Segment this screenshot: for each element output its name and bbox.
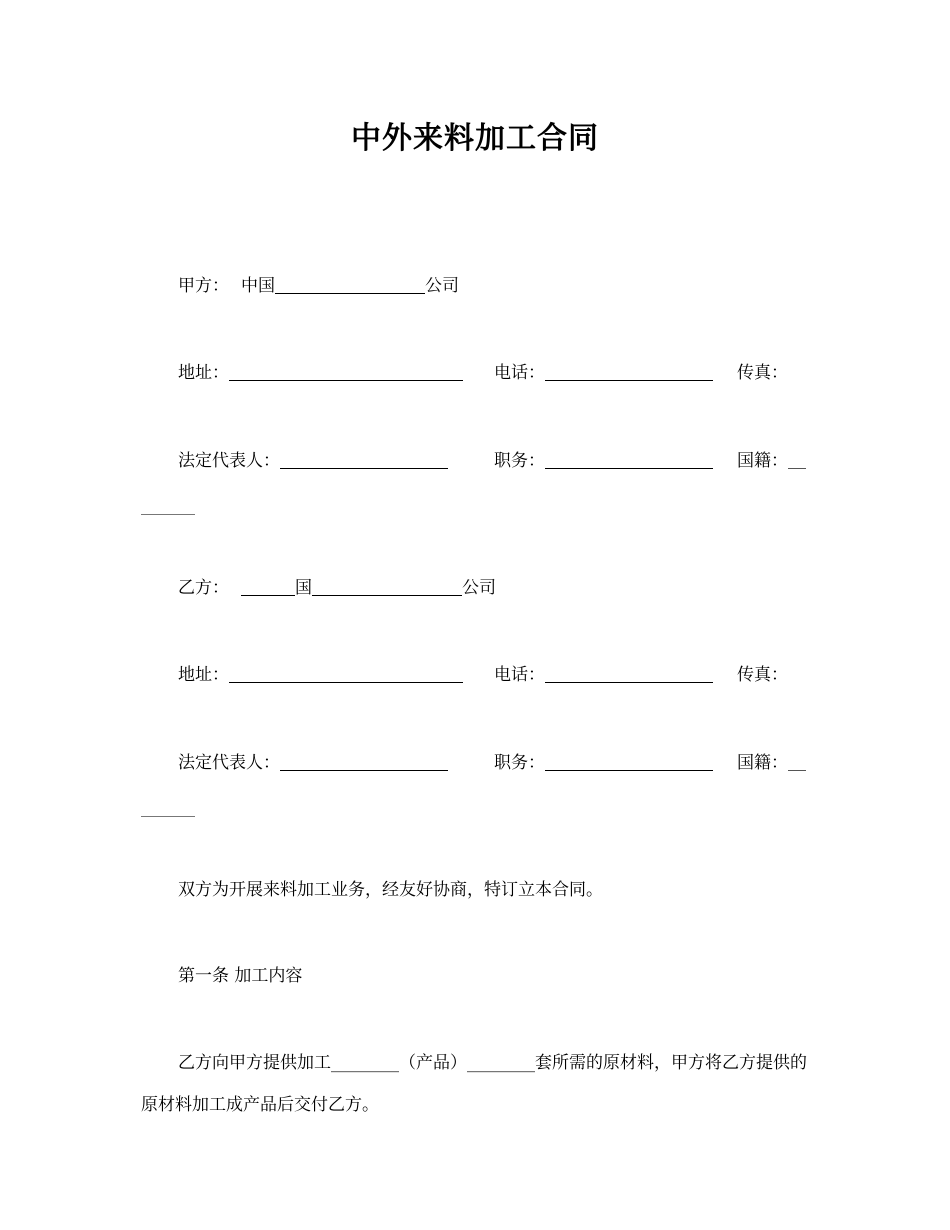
party-b-country-blank[interactable]	[241, 577, 295, 596]
party-b-nationality-label: 国籍：	[737, 753, 788, 773]
party-b-fax-label: 传真：	[737, 665, 788, 685]
party-b-rep-line	[178, 751, 448, 775]
party-b-nationality	[737, 751, 806, 775]
party-a-nationality-label: 国籍：	[737, 451, 788, 471]
party-b-phone-label: 电话：	[494, 665, 545, 685]
party-a-fax-label: 传真：	[737, 363, 788, 383]
article-1-text-part1: 乙方向甲方提供加工	[178, 1053, 331, 1073]
party-b-company-blank[interactable]	[312, 577, 462, 596]
article-1-text-part3: 套所需的原材料，甲方将乙方提供的原材料加工成产品后交付乙方。	[141, 1053, 807, 1115]
party-b-address-blank[interactable]	[229, 664, 463, 683]
party-b-nationality-blank-wrap[interactable]	[141, 815, 195, 817]
party-a-contact-line	[178, 361, 463, 385]
party-a-position	[494, 449, 713, 473]
party-b-country-suffix: 国	[295, 578, 312, 598]
party-b-position-blank[interactable]	[545, 752, 713, 771]
party-a-line	[178, 274, 459, 298]
party-a-company-prefix: 中国	[241, 276, 275, 296]
party-a-phone-label: 电话：	[494, 363, 545, 383]
party-b-line	[178, 576, 496, 600]
party-a-legal-rep-blank[interactable]	[280, 450, 448, 469]
party-a-label: 甲方：	[178, 276, 229, 296]
party-a-phone-blank[interactable]	[545, 362, 713, 381]
article-1-blank-product[interactable]: ________	[331, 1053, 399, 1073]
document-title: 中外来料加工合同	[351, 121, 599, 156]
party-b-legal-rep-blank[interactable]	[280, 752, 448, 771]
party-b-nationality-blank[interactable]	[788, 752, 806, 771]
article-1-text-part2: （产品）	[399, 1053, 467, 1073]
party-a-address-blank[interactable]	[229, 362, 463, 381]
party-a-address-label: 地址：	[178, 363, 229, 383]
article-1-text	[141, 1042, 813, 1126]
party-a-nationality	[737, 449, 806, 473]
article-1-heading: 第一条 加工内容	[178, 966, 303, 986]
party-b-contact-line	[178, 663, 463, 687]
party-a-fax	[737, 361, 788, 385]
party-a-position-label: 职务：	[494, 451, 545, 471]
party-b-phone	[494, 663, 713, 687]
party-b-position	[494, 751, 713, 775]
party-b-legal-rep-label: 法定代表人：	[178, 753, 280, 773]
party-b-label: 乙方：	[178, 578, 229, 598]
party-b-position-label: 职务：	[494, 753, 545, 773]
party-a-phone	[494, 361, 713, 385]
party-a-nationality-blank-wrap[interactable]	[141, 513, 195, 515]
party-b-company-suffix: 公司	[462, 578, 496, 598]
party-a-company-blank[interactable]	[275, 275, 425, 294]
party-a-position-blank[interactable]	[545, 450, 713, 469]
party-a-rep-line	[178, 449, 448, 473]
party-b-phone-blank[interactable]	[545, 664, 713, 683]
party-b-fax	[737, 663, 788, 687]
article-1-blank-quantity[interactable]: ________	[467, 1053, 535, 1073]
intro-paragraph: 双方为开展来料加工业务，经友好协商，特订立本合同。	[178, 880, 603, 900]
party-a-company-suffix: 公司	[425, 276, 459, 296]
party-a-nationality-blank[interactable]	[788, 450, 806, 469]
party-a-legal-rep-label: 法定代表人：	[178, 451, 280, 471]
party-b-address-label: 地址：	[178, 665, 229, 685]
